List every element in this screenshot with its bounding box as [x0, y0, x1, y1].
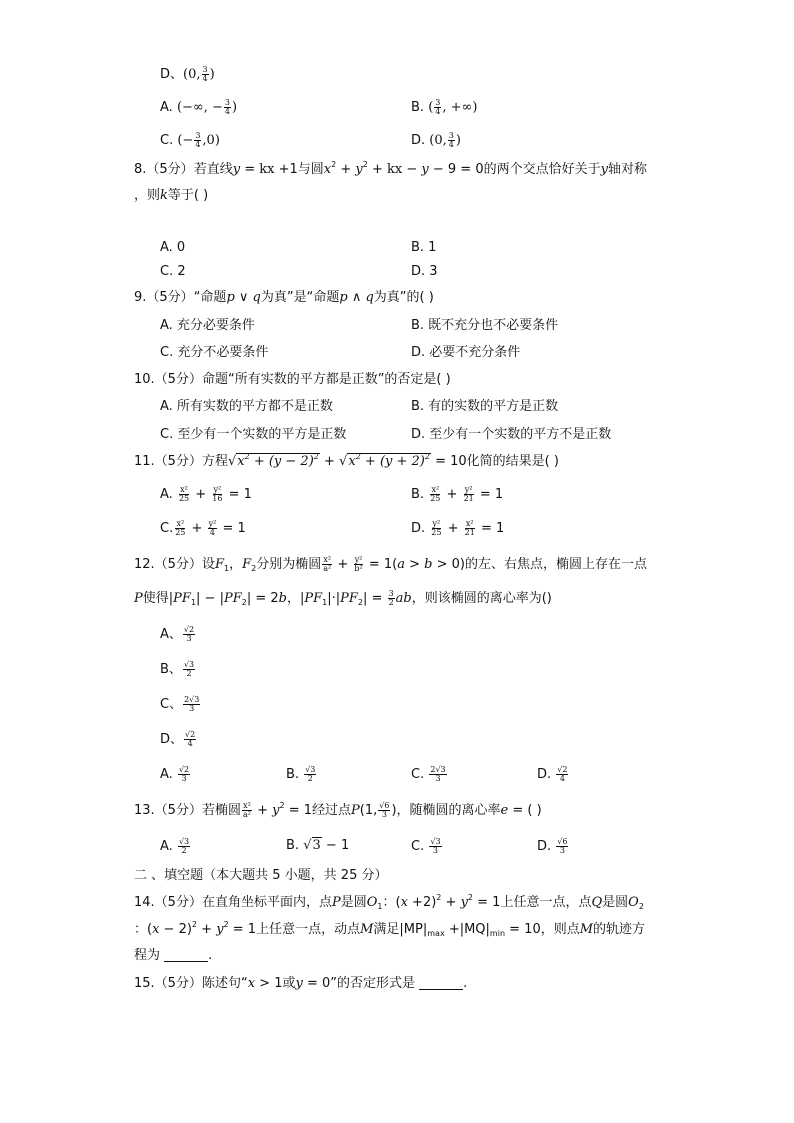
q8-option-a[interactable]: A. 0 [160, 240, 186, 255]
q8-option-d[interactable]: D. 3 [411, 264, 438, 279]
q9-option-c[interactable]: C. 充分不必要条件 [160, 345, 269, 360]
q7-option-c[interactable]: C. (− $\frac{3}{4}$ ,0) [160, 131, 220, 149]
q7-option-a[interactable]: A. (−∞, − $\frac{3}{4}$ ) [160, 98, 238, 116]
q10-option-a[interactable]: A. 所有实数的平方都不是正数 [160, 399, 333, 414]
q8-option-b[interactable]: B. 1 [411, 240, 437, 255]
q12-list-a: A、 $\frac{√2}{3}$ [160, 625, 195, 643]
q12-stem-cont: P使得$|PF_1| - |PF_2| = 2b$，$|PF_1|\cdot|PF_2|$ = $\frac{3}{2}$ ab，则该椭圆的离心率为() [134, 589, 552, 607]
q11-option-a[interactable]: A. $\frac{\text{x²}}{25}$ + $\frac{\text{y²}}{16}$ = 1 [160, 485, 252, 503]
q9-stem: 9.（5分）“命题p ∨ q为真”是“命题p ∧ q为真”的( ) [134, 290, 434, 305]
answer-blank[interactable] [164, 950, 208, 962]
q12-option-a[interactable]: A. $\frac{√2}{3}$ [160, 765, 190, 783]
q12-option-b[interactable]: B. $\frac{√3}{2}$ [286, 765, 316, 783]
q11-option-b[interactable]: B. $\frac{\text{x²}}{25}$ + $\frac{\text{y²}}{21}$ = 1 [411, 485, 504, 503]
q14-stem-cont-2: 程为 . [134, 948, 213, 963]
q7-option-d-continued: D、(0, $\frac{3}{4}$ ) [160, 65, 215, 83]
q8-stem-cont: ，则k等于( ) [134, 188, 209, 203]
q9-option-b[interactable]: B. 既不充分也不必要条件 [411, 318, 559, 333]
section-title: 二 、填空题（本大题共 5 小题，共 25 分） [134, 868, 388, 883]
q10-option-d[interactable]: D. 至少有一个实数的平方不是正数 [411, 427, 612, 442]
q13-option-d[interactable]: D. $\frac{√6}{3}$ [537, 837, 568, 855]
q15-stem: 15.（5分）陈述句“x > 1或y = 0”的否定形式是 . [134, 976, 468, 991]
q12-option-c[interactable]: C. $\frac{2√3}{3}$ [411, 765, 446, 783]
q13-stem: 13.（5分）若椭圆 $\frac{\text{x²}}{\text{a²}}$ + $y^2 = 1$经过点P(1, $\frac{√6}{3}$ )，随椭圆的离心率e = ( ) [134, 801, 542, 819]
q12-option-d[interactable]: D. $\frac{√2}{4}$ [537, 765, 568, 783]
q7-option-d[interactable]: D. (0, $\frac{3}{4}$ ) [411, 131, 461, 149]
q13-option-a[interactable]: A. $\frac{√3}{2}$ [160, 837, 190, 855]
q7-option-b[interactable]: B. ( $\frac{3}{4}$ , +∞) [411, 98, 478, 116]
q12-list-d: D、 $\frac{√2}{4}$ [160, 730, 196, 748]
q12-stem: 12.（5分）设$F_1$，$F_2$分别为椭圆 $\frac{\text{x²}}{\text{a²}}$ + $\frac{\text{y²}}{\text{b²}}$ = 1(a > b > 0)的左、右焦点，椭圆上存在一点 [134, 555, 648, 573]
q11-stem: 11.（5分）方程$√x^2 + (y - 2)^2 + √x^2 + (y + 2)^2 = 10$化简的结果是( ) [134, 452, 559, 469]
q14-stem: 14.（5分）在直角坐标平面内，点P是圆$O_1$：$(x +2)^2 + y^2 = 1$上任意一点，点Q是圆$O_2$ [134, 893, 644, 911]
q12-list-c: C、 $\frac{2√3}{3}$ [160, 695, 200, 713]
q13-option-c[interactable]: C. $\frac{√3}{3}$ [411, 837, 441, 855]
q13-option-b[interactable]: B. √3 − 1 [286, 838, 350, 853]
q10-option-b[interactable]: B. 有的实数的平方是正数 [411, 399, 559, 414]
q10-stem: 10.（5分）命题“所有实数的平方都是正数”的否定是( ) [134, 372, 451, 387]
q11-option-c[interactable]: C. $\frac{\text{x²}}{25}$ + $\frac{\text{y²}}{4}$ = 1 [160, 519, 246, 537]
q8-stem: 8.（5分）若直线y = kx +1与圆$x^2 + y^2$ + kx − y − 9 = 0的两个交点恰好关于y轴对称 [134, 160, 647, 177]
q14-stem-cont: ：$(x - 2)^2 + y^2 = 1$上任意一点，动点M满足$|MP|_{max} +|MQ|_{min} = 10$，则点M的轨迹方 [134, 920, 646, 938]
q10-option-c[interactable]: C. 至少有一个实数的平方是正数 [160, 427, 347, 442]
q12-list-b: B、 $\frac{√3}{2}$ [160, 660, 195, 678]
q9-option-d[interactable]: D. 必要不充分条件 [411, 345, 521, 360]
answer-blank[interactable] [419, 978, 463, 990]
q11-option-d[interactable]: D. $\frac{\text{y²}}{25}$ + $\frac{\text{x²}}{21}$ = 1 [411, 519, 505, 537]
q8-option-c[interactable]: C. 2 [160, 264, 186, 279]
q9-option-a[interactable]: A. 充分必要条件 [160, 318, 255, 333]
